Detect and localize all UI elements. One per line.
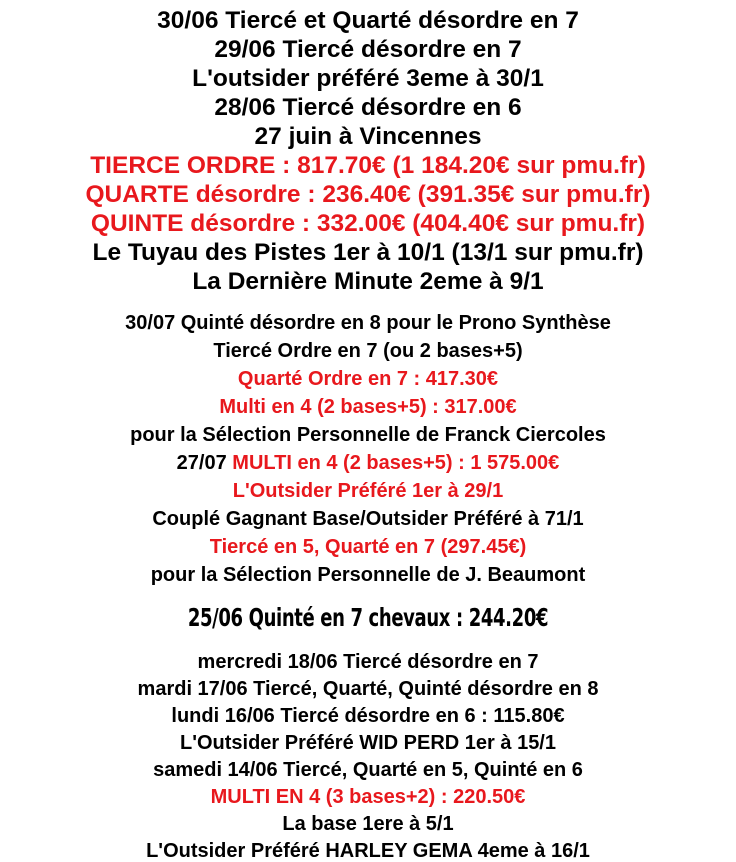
result-line-9: Le Tuyau des Pistes 1er à 10/1 (13/1 sur pmu.fr): [92, 239, 644, 266]
result-line-4: 28/06 Tiercé désordre en 6: [214, 94, 522, 121]
result-mardi: mardi 17/06 Tiercé, Quarté, Quinté désordre en 8: [137, 678, 599, 700]
multi-payout-3: MULTI EN 4 (3 bases+2) : 220.50€: [210, 786, 526, 808]
selection-beaumont: pour la Sélection Personnelle de J. Beaumont: [150, 564, 586, 586]
base-line: La base 1ere à 5/1: [282, 813, 454, 835]
quinte-headline: 25/06 Quinté en 7 chevaux : 244.20€: [187, 603, 549, 632]
result-mercredi: mercredi 18/06 Tiercé désordre en 7: [197, 651, 539, 673]
result-lundi: lundi 16/06 Tiercé désordre en 6 : 115.80€: [171, 705, 565, 727]
outsider-wid-perd: L'Outsider Préféré WID PERD 1er à 15/1: [179, 732, 556, 754]
result-samedi: samedi 14/06 Tiercé, Quarté en 5, Quinté en 6: [153, 759, 583, 781]
date-2707: 27/07: [176, 452, 227, 474]
multi-payout-1: Multi en 4 (2 bases+5) : 317.00€: [219, 396, 517, 418]
couple-gagnant-line: Couplé Gagnant Base/Outsider Préféré à 71/1: [152, 508, 584, 530]
quarte-desordre-payout: QUARTE désordre : 236.40€ (391.35€ sur pmu.fr): [85, 181, 651, 208]
prono-synthese-line: 30/07 Quinté désordre en 8 pour le Prono Synthèse: [125, 312, 611, 334]
multi-line-2707: [0, 453, 736, 473]
tierce-quarte-payout: Tiercé en 5, Quarté en 7 (297.45€): [209, 536, 527, 558]
multi-payout-2: MULTI en 4 (2 bases+5) : 1 575.00€: [232, 452, 560, 474]
result-line-1: 30/06 Tiercé et Quarté désordre en 7: [157, 7, 579, 34]
result-line-3: L'outsider préféré 3eme à 30/1: [192, 65, 544, 92]
tierce-ordre-payout: TIERCE ORDRE : 817.70€ (1 184.20€ sur pmu.fr): [90, 152, 646, 179]
selection-ciercoles: pour la Sélection Personnelle de Franck Ciercoles: [130, 424, 606, 446]
tierce-ordre-line: Tiercé Ordre en 7 (ou 2 bases+5): [213, 340, 523, 362]
quarte-ordre-payout: Quarté Ordre en 7 : 417.30€: [237, 368, 499, 390]
result-line-5: 27 juin à Vincennes: [254, 123, 482, 150]
result-line-2: 29/06 Tiercé désordre en 7: [214, 36, 522, 63]
result-line-10: La Dernière Minute 2eme à 9/1: [192, 268, 544, 295]
outsider-harley-gema: L'Outsider Préféré HARLEY GEMA 4eme à 16/1: [146, 840, 590, 862]
quinte-desordre-payout: QUINTE désordre : 332.00€ (404.40€ sur pmu.fr): [90, 210, 646, 237]
outsider-line: L'Outsider Préféré 1er à 29/1: [232, 480, 504, 502]
